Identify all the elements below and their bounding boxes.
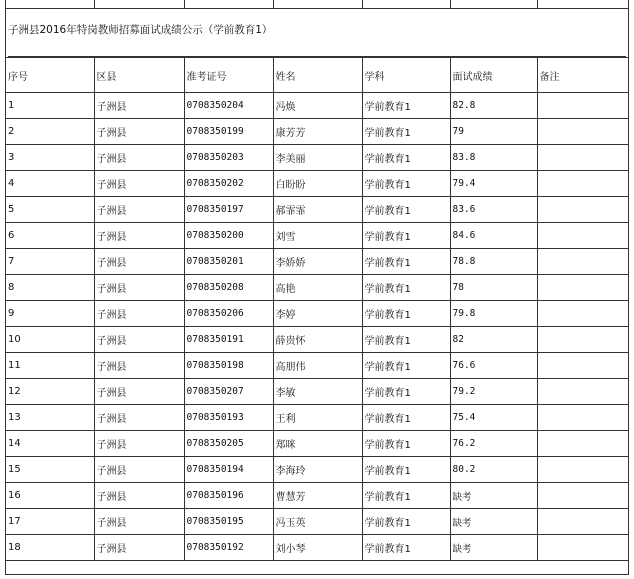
- cell-subject: 学前教育1: [362, 145, 450, 171]
- cell-county: 子洲县: [94, 249, 184, 275]
- cell-county: 子洲县: [94, 457, 184, 483]
- cell-name: 李美丽: [273, 145, 362, 171]
- cell-seq: 5: [6, 197, 94, 223]
- cell-name: 高朋伟: [273, 353, 362, 379]
- table-row: [6, 379, 628, 405]
- cell-note: [537, 171, 628, 197]
- cell-subject: 学前教育1: [362, 119, 450, 145]
- cell-name: 刘雪: [273, 223, 362, 249]
- cell-exam-id: 0708350201: [184, 249, 273, 275]
- cell-score: 缺考: [450, 483, 537, 509]
- cell-name: 高艳: [273, 275, 362, 301]
- cell-exam-id: 0708350194: [184, 457, 273, 483]
- cell-subject: 学前教育1: [362, 535, 450, 561]
- table-row: [6, 535, 628, 561]
- cell-exam-id: 0708350191: [184, 327, 273, 353]
- cell-score: 缺考: [450, 509, 537, 535]
- cell-exam-id: 0708350195: [184, 509, 273, 535]
- table-header-row: [6, 58, 628, 93]
- cell-score: 84.6: [450, 223, 537, 249]
- cell-note: [537, 119, 628, 145]
- table-row: [6, 119, 628, 145]
- header-name: 姓名: [273, 58, 362, 93]
- cell-note: [537, 353, 628, 379]
- cell-subject: 学前教育1: [362, 223, 450, 249]
- cell-exam-id: 0708350204: [184, 93, 273, 119]
- cell-note: [537, 535, 628, 561]
- table-row: [6, 249, 628, 275]
- cell-exam-id: 0708350198: [184, 353, 273, 379]
- cell-name: 郝霏霏: [273, 197, 362, 223]
- cell-name: 李娇娇: [273, 249, 362, 275]
- cell-county: 子洲县: [94, 535, 184, 561]
- cell-note: [537, 145, 628, 171]
- cell-seq: 11: [6, 353, 94, 379]
- cell-note: [537, 405, 628, 431]
- results-sheet: [5, 0, 629, 575]
- cell-seq: 12: [6, 379, 94, 405]
- table-row: [6, 197, 628, 223]
- cell-seq: 15: [6, 457, 94, 483]
- cell-name: 李敏: [273, 379, 362, 405]
- cell-county: 子洲县: [94, 119, 184, 145]
- cell-score: 76.2: [450, 431, 537, 457]
- cell-score: 80.2: [450, 457, 537, 483]
- table-row: [6, 301, 628, 327]
- cell-exam-id: 0708350199: [184, 119, 273, 145]
- header-exam-id: 准考证号: [184, 58, 273, 93]
- cell-seq: 13: [6, 405, 94, 431]
- cell-county: 子洲县: [94, 327, 184, 353]
- cell-county: 子洲县: [94, 197, 184, 223]
- cell-subject: 学前教育1: [362, 483, 450, 509]
- cell-note: [537, 509, 628, 535]
- cell-name: 薛贵怀: [273, 327, 362, 353]
- cell-score: 79.2: [450, 379, 537, 405]
- cell-subject: 学前教育1: [362, 353, 450, 379]
- cell-score: 79.4: [450, 171, 537, 197]
- cell-subject: 学前教育1: [362, 171, 450, 197]
- cell-name: 冯玉英: [273, 509, 362, 535]
- cell-name: 冯焕: [273, 93, 362, 119]
- cell-subject: 学前教育1: [362, 93, 450, 119]
- cell-seq: 7: [6, 249, 94, 275]
- header-note: 备注: [537, 58, 628, 93]
- table-row: [6, 405, 628, 431]
- cell-note: [537, 197, 628, 223]
- cell-county: 子洲县: [94, 171, 184, 197]
- cell-score: 76.6: [450, 353, 537, 379]
- cell-subject: 学前教育1: [362, 327, 450, 353]
- cell-county: 子洲县: [94, 275, 184, 301]
- table-row: [6, 483, 628, 509]
- cell-county: 子洲县: [94, 353, 184, 379]
- cell-county: 子洲县: [94, 405, 184, 431]
- cell-score: 79: [450, 119, 537, 145]
- table-row: [6, 509, 628, 535]
- cell-score: 82.8: [450, 93, 537, 119]
- cell-subject: 学前教育1: [362, 379, 450, 405]
- cell-score: 83.8: [450, 145, 537, 171]
- cell-score: 82: [450, 327, 537, 353]
- cell-county: 子洲县: [94, 223, 184, 249]
- cell-seq: 9: [6, 301, 94, 327]
- cell-seq: 2: [6, 119, 94, 145]
- cell-exam-id: 0708350193: [184, 405, 273, 431]
- cell-seq: 17: [6, 509, 94, 535]
- cell-name: 李海玲: [273, 457, 362, 483]
- table-row: [6, 171, 628, 197]
- cell-score: 75.4: [450, 405, 537, 431]
- cell-exam-id: 0708350205: [184, 431, 273, 457]
- table-row: [6, 145, 628, 171]
- cell-score: 缺考: [450, 535, 537, 561]
- cell-county: 子洲县: [94, 431, 184, 457]
- cell-name: 李婷: [273, 301, 362, 327]
- cell-subject: 学前教育1: [362, 509, 450, 535]
- cell-note: [537, 379, 628, 405]
- cell-county: 子洲县: [94, 379, 184, 405]
- cell-note: [537, 93, 628, 119]
- cell-subject: 学前教育1: [362, 197, 450, 223]
- table-row: [6, 327, 628, 353]
- cell-score: 78.8: [450, 249, 537, 275]
- cell-county: 子洲县: [94, 509, 184, 535]
- cell-exam-id: 0708350206: [184, 301, 273, 327]
- table-row: [6, 353, 628, 379]
- cell-seq: 14: [6, 431, 94, 457]
- cell-county: 子洲县: [94, 145, 184, 171]
- cell-county: 子洲县: [94, 301, 184, 327]
- header-seq: 序号: [6, 58, 94, 93]
- cell-subject: 学前教育1: [362, 457, 450, 483]
- cell-score: 79.8: [450, 301, 537, 327]
- cell-seq: 8: [6, 275, 94, 301]
- cell-exam-id: 0708350192: [184, 535, 273, 561]
- cell-note: [537, 223, 628, 249]
- table-row: [6, 275, 628, 301]
- table-row: [6, 93, 628, 119]
- cell-seq: 1: [6, 93, 94, 119]
- cell-note: [537, 249, 628, 275]
- cell-note: [537, 327, 628, 353]
- cell-seq: 10: [6, 327, 94, 353]
- cell-exam-id: 0708350203: [184, 145, 273, 171]
- header-score: 面试成绩: [450, 58, 537, 93]
- cell-exam-id: 0708350200: [184, 223, 273, 249]
- cut-off-top-row: [6, 0, 628, 9]
- cell-county: 子洲县: [94, 483, 184, 509]
- cell-name: 白盼盼: [273, 171, 362, 197]
- cell-score: 83.6: [450, 197, 537, 223]
- results-table-body: [6, 58, 628, 561]
- cell-note: [537, 301, 628, 327]
- page-title: 子洲县2016年特岗教师招募面试成绩公示（学前教育1）: [8, 9, 626, 57]
- cell-subject: 学前教育1: [362, 275, 450, 301]
- cell-exam-id: 0708350202: [184, 171, 273, 197]
- header-subject: 学科: [362, 58, 450, 93]
- cell-name: 康芳芳: [273, 119, 362, 145]
- cell-exam-id: 0708350197: [184, 197, 273, 223]
- cell-seq: 18: [6, 535, 94, 561]
- cell-seq: 4: [6, 171, 94, 197]
- cell-name: 王利: [273, 405, 362, 431]
- cell-name: 刘小琴: [273, 535, 362, 561]
- table-row: [6, 457, 628, 483]
- table-row: [6, 431, 628, 457]
- cell-exam-id: 0708350196: [184, 483, 273, 509]
- cell-subject: 学前教育1: [362, 249, 450, 275]
- cell-subject: 学前教育1: [362, 405, 450, 431]
- table-row: [6, 223, 628, 249]
- cell-note: [537, 275, 628, 301]
- header-county: 区县: [94, 58, 184, 93]
- cell-subject: 学前教育1: [362, 431, 450, 457]
- cell-score: 78: [450, 275, 537, 301]
- cell-seq: 6: [6, 223, 94, 249]
- cell-seq: 16: [6, 483, 94, 509]
- cell-note: [537, 457, 628, 483]
- cell-note: [537, 483, 628, 509]
- cell-county: 子洲县: [94, 93, 184, 119]
- results-table: [6, 57, 628, 561]
- cell-name: 曹慧芳: [273, 483, 362, 509]
- cell-seq: 3: [6, 145, 94, 171]
- cell-subject: 学前教育1: [362, 301, 450, 327]
- cell-note: [537, 431, 628, 457]
- cell-exam-id: 0708350208: [184, 275, 273, 301]
- cell-exam-id: 0708350207: [184, 379, 273, 405]
- cell-name: 郑咪: [273, 431, 362, 457]
